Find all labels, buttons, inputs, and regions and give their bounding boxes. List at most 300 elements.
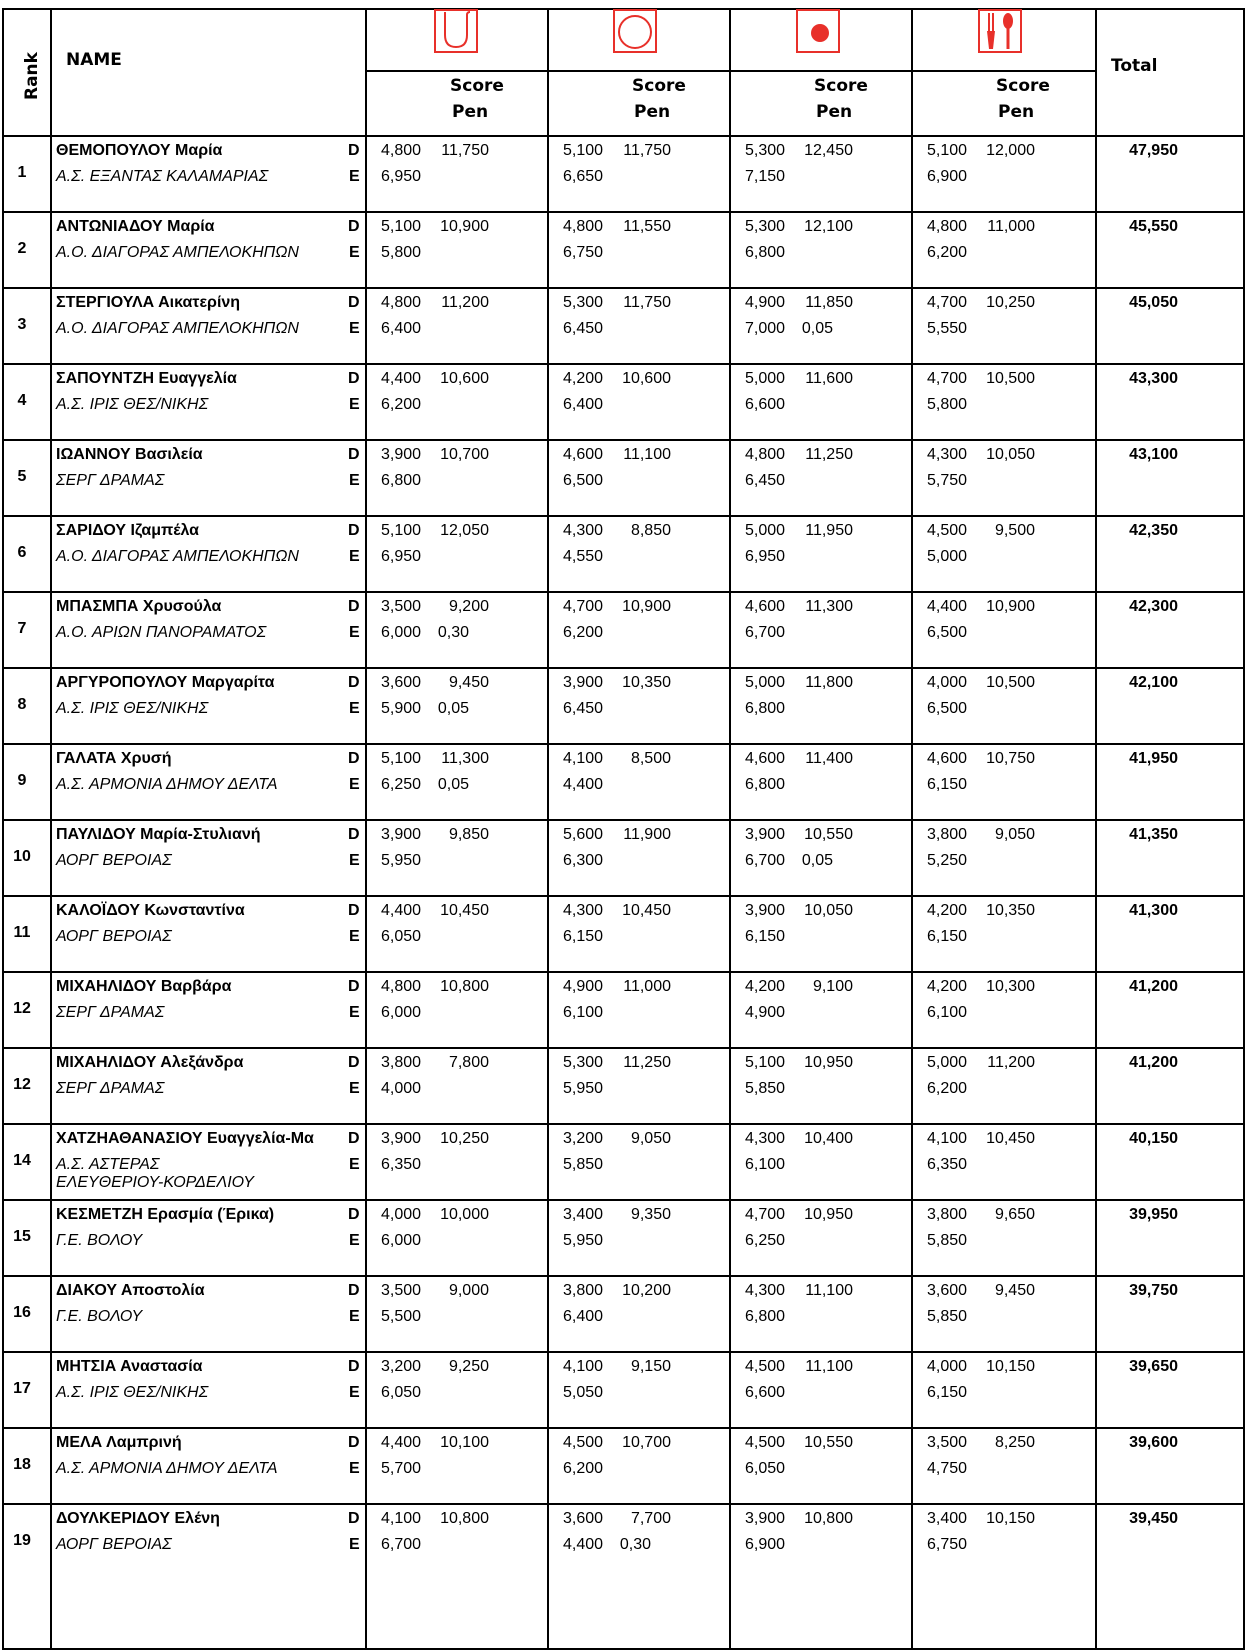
- final-score: 9,850: [448, 826, 489, 843]
- d-score: 4,300: [745, 1282, 786, 1299]
- e-score: 6,150: [745, 928, 786, 945]
- total-score: 41,350: [1129, 826, 1178, 843]
- e-score: 6,800: [745, 1308, 786, 1325]
- final-score: 10,800: [440, 978, 489, 995]
- final-score: 9,450: [448, 674, 489, 691]
- club-name: ΑΟΡΓ ΒΕΡΟΙΑΣ: [56, 852, 172, 869]
- d-score: 5,100: [381, 522, 422, 539]
- e-score: 6,700: [745, 624, 786, 641]
- final-score: 10,100: [440, 1434, 489, 1451]
- d-score: 4,600: [745, 750, 786, 767]
- e-score: 6,500: [927, 624, 968, 641]
- row-divider: [2, 591, 1245, 593]
- row-divider: [2, 287, 1245, 289]
- final-score: 11,250: [805, 446, 853, 463]
- e-score: 6,800: [745, 776, 786, 793]
- final-score: 10,450: [440, 902, 489, 919]
- e-score: 6,050: [381, 1384, 422, 1401]
- final-score: 9,500: [994, 522, 1035, 539]
- e-score: 5,950: [381, 852, 422, 869]
- e-score: 5,800: [927, 396, 968, 413]
- d-label: D: [348, 446, 360, 463]
- e-label: E: [349, 396, 360, 413]
- club-name: Α.Σ. ΙΡΙΣ ΘΕΣ/ΝΙΚΗΣ: [56, 1384, 209, 1401]
- athlete-name: ΠΑΥΛΙΔΟΥ Μαρία-Στυλιανή: [56, 826, 261, 843]
- final-score: 8,850: [630, 522, 671, 539]
- e-score: 6,200: [563, 1460, 604, 1477]
- e-score: 4,900: [745, 1004, 786, 1021]
- rank-cell: 11: [13, 924, 31, 941]
- club-name: ΣΕΡΓ ΔΡΑΜΑΣ: [56, 1080, 165, 1097]
- athlete-name: ΜΙΧΑΗΛΙΔΟΥ Αλεξάνδρα: [56, 1054, 244, 1071]
- d-score: 3,900: [381, 446, 422, 463]
- final-score: 10,800: [804, 1510, 853, 1527]
- penalty: 0,05: [801, 320, 833, 337]
- final-score: 10,200: [622, 1282, 671, 1299]
- final-score: 12,000: [986, 142, 1035, 159]
- rank-cell: 9: [17, 772, 27, 789]
- club-name: Α.Ο. ΔΙΑΓΟΡΑΣ ΑΜΠΕΛΟΚΗΠΩΝ: [56, 244, 299, 261]
- e-score: 6,350: [381, 1156, 422, 1173]
- d-label: D: [348, 522, 360, 539]
- athlete-name: ΓΑΛΑΤΑ Χρυσή: [56, 750, 172, 767]
- total-score: 42,350: [1129, 522, 1178, 539]
- d-label: D: [348, 294, 360, 311]
- e-score: 5,900: [381, 700, 422, 717]
- e-score: 6,000: [381, 1004, 422, 1021]
- rank-cell: 18: [13, 1456, 31, 1473]
- d-label: D: [348, 750, 360, 767]
- club-name: ΑΟΡΓ ΒΕΡΟΙΑΣ: [56, 1536, 172, 1553]
- final-score: 12,100: [804, 218, 853, 235]
- d-score: 5,300: [563, 1054, 604, 1071]
- d-label: D: [348, 1130, 360, 1147]
- final-score: 10,950: [804, 1206, 853, 1223]
- final-score: 10,350: [622, 674, 671, 691]
- d-label: D: [348, 218, 360, 235]
- e-score: 6,000: [381, 1232, 422, 1249]
- total-score: 43,300: [1129, 370, 1178, 387]
- club-name: ΣΕΡΓ ΔΡΑΜΑΣ: [56, 1004, 165, 1021]
- d-label: D: [348, 142, 360, 159]
- d-score: 4,800: [927, 218, 968, 235]
- e-score: 6,150: [927, 776, 968, 793]
- d-score: 4,700: [927, 294, 968, 311]
- d-label: D: [348, 1358, 360, 1375]
- e-score: 5,850: [563, 1156, 604, 1173]
- d-label: D: [348, 1054, 360, 1071]
- final-score: 10,700: [440, 446, 489, 463]
- d-score: 5,000: [927, 1054, 968, 1071]
- final-score: 9,000: [448, 1282, 489, 1299]
- col-line: [2, 8, 4, 1650]
- penalty: 0,30: [437, 624, 469, 641]
- final-score: 9,050: [630, 1130, 671, 1147]
- total-score: 40,150: [1129, 1130, 1178, 1147]
- d-label: D: [348, 370, 360, 387]
- final-score: 10,400: [804, 1130, 853, 1147]
- rank-cell: 17: [13, 1380, 31, 1397]
- final-score: 10,900: [622, 598, 671, 615]
- e-score: 6,600: [745, 396, 786, 413]
- d-score: 4,800: [745, 446, 786, 463]
- e-score: 6,800: [381, 472, 422, 489]
- final-score: 11,750: [441, 142, 489, 159]
- row-divider: [2, 743, 1245, 745]
- e-score: 5,950: [563, 1232, 604, 1249]
- d-score: 3,800: [927, 1206, 968, 1223]
- athlete-name: ΜΗΤΣΙΑ Αναστασία: [56, 1358, 203, 1375]
- e-label: E: [349, 168, 360, 185]
- d-label: D: [348, 1510, 360, 1527]
- row-divider: [2, 667, 1245, 669]
- d-score: 3,500: [381, 1282, 422, 1299]
- d-score: 4,600: [563, 446, 604, 463]
- e-score: 6,150: [927, 928, 968, 945]
- final-score: 11,200: [441, 294, 489, 311]
- e-score: 5,050: [563, 1384, 604, 1401]
- final-score: 11,000: [623, 978, 671, 995]
- e-score: 5,850: [927, 1232, 968, 1249]
- total-score: 41,950: [1129, 750, 1178, 767]
- athlete-name: ΑΡΓΥΡΟΠΟΥΛΟΥ Μαργαρίτα: [56, 674, 275, 691]
- e-score: 6,100: [745, 1156, 786, 1173]
- e-label: E: [349, 320, 360, 337]
- bottom-border: [2, 1648, 1245, 1650]
- col-line: [1095, 8, 1097, 1650]
- d-score: 3,900: [745, 826, 786, 843]
- e-score: 5,750: [927, 472, 968, 489]
- athlete-name: ΔΟΥΛΚΕΡΙΔΟΥ Ελένη: [56, 1510, 220, 1527]
- e-score: 6,450: [745, 472, 786, 489]
- club-name: Α.Ο. ΔΙΑΓΟΡΑΣ ΑΜΠΕΛΟΚΗΠΩΝ: [56, 320, 299, 337]
- e-score: 6,500: [927, 700, 968, 717]
- e-score: 6,200: [927, 244, 968, 261]
- rank-cell: 1: [17, 164, 27, 181]
- e-score: 6,700: [745, 852, 786, 869]
- d-score: 4,700: [927, 370, 968, 387]
- final-score: 10,900: [440, 218, 489, 235]
- athlete-name: ΑΝΤΩΝΙΑΔΟΥ Μαρία: [56, 218, 215, 235]
- rank-cell: 3: [17, 316, 27, 333]
- e-score: 5,500: [381, 1308, 422, 1325]
- d-score: 3,600: [927, 1282, 968, 1299]
- e-label: E: [349, 1080, 360, 1097]
- final-score: 10,600: [622, 370, 671, 387]
- e-score: 6,050: [381, 928, 422, 945]
- e-label: E: [349, 928, 360, 945]
- e-score: 6,050: [745, 1460, 786, 1477]
- d-score: 3,500: [927, 1434, 968, 1451]
- club-name: Γ.Ε. ΒΟΛΟΥ: [56, 1308, 143, 1325]
- athlete-name: ΚΕΣΜΕΤΖΗ Ερασμία (Έρικα): [56, 1206, 275, 1223]
- final-score: 11,550: [623, 218, 671, 235]
- e-score: 7,150: [745, 168, 786, 185]
- d-score: 4,000: [927, 674, 968, 691]
- final-score: 7,700: [630, 1510, 671, 1527]
- final-score: 10,150: [986, 1358, 1035, 1375]
- d-score: 5,100: [381, 218, 422, 235]
- col-line: [729, 8, 731, 1650]
- d-label: D: [348, 902, 360, 919]
- total-header: Total: [1111, 56, 1158, 76]
- rank-cell: 16: [13, 1304, 31, 1321]
- e-score: 6,150: [563, 928, 604, 945]
- athlete-name: ΔΙΑΚΟΥ Αποστολία: [56, 1282, 205, 1299]
- d-score: 5,100: [745, 1054, 786, 1071]
- d-score: 4,900: [563, 978, 604, 995]
- e-score: 6,500: [563, 472, 604, 489]
- e-score: 6,400: [563, 396, 604, 413]
- e-score: 4,750: [927, 1460, 968, 1477]
- e-score: 6,800: [745, 700, 786, 717]
- d-score: 5,100: [927, 142, 968, 159]
- row-divider: [2, 1047, 1245, 1049]
- d-score: 4,100: [381, 1510, 422, 1527]
- e-label: E: [349, 1308, 360, 1325]
- final-score: 9,450: [994, 1282, 1035, 1299]
- row-divider: [2, 515, 1245, 517]
- col-line: [547, 8, 549, 1650]
- total-score: 42,100: [1129, 674, 1178, 691]
- d-score: 3,400: [563, 1206, 604, 1223]
- rank-cell: 6: [17, 544, 27, 561]
- penalty: 0,30: [619, 1536, 651, 1553]
- athlete-name: ΘΕΜΟΠΟΥΛΟΥ Μαρία: [56, 142, 223, 159]
- d-score: 3,800: [927, 826, 968, 843]
- penalty: 0,05: [437, 700, 469, 717]
- total-score: 45,550: [1129, 218, 1178, 235]
- d-score: 4,200: [927, 978, 968, 995]
- pen-label: Pen: [634, 102, 671, 122]
- d-score: 5,300: [745, 218, 786, 235]
- d-score: 4,200: [563, 370, 604, 387]
- row-divider: [2, 895, 1245, 897]
- final-score: 10,550: [804, 826, 853, 843]
- d-score: 3,900: [745, 1510, 786, 1527]
- row-divider: [2, 1427, 1245, 1429]
- final-score: 9,100: [812, 978, 853, 995]
- total-score: 47,950: [1129, 142, 1178, 159]
- d-score: 4,900: [745, 294, 786, 311]
- final-score: 10,700: [622, 1434, 671, 1451]
- d-score: 4,400: [927, 598, 968, 615]
- d-score: 4,400: [381, 902, 422, 919]
- rank-cell: 15: [13, 1228, 31, 1245]
- row-divider: [2, 1199, 1245, 1201]
- pen-label: Pen: [998, 102, 1035, 122]
- final-score: 11,300: [441, 750, 489, 767]
- rank-cell: 10: [13, 848, 31, 865]
- e-label: E: [349, 1156, 360, 1173]
- e-score: 6,800: [745, 244, 786, 261]
- final-score: 12,450: [804, 142, 853, 159]
- total-score: 39,650: [1129, 1358, 1178, 1375]
- col-line: [911, 8, 913, 1650]
- club-name: Α.Σ. ΕΞΑΝΤΑΣ ΚΑΛΑΜΑΡΙΑΣ: [56, 168, 269, 185]
- total-score: 41,300: [1129, 902, 1178, 919]
- e-score: 6,350: [927, 1156, 968, 1173]
- d-score: 3,900: [745, 902, 786, 919]
- total-score: 39,600: [1129, 1434, 1178, 1451]
- club-name: Γ.Ε. ΒΟΛΟΥ: [56, 1232, 143, 1249]
- d-score: 3,800: [563, 1282, 604, 1299]
- final-score: 11,600: [805, 370, 853, 387]
- d-score: 3,900: [381, 1130, 422, 1147]
- e-score: 5,550: [927, 320, 968, 337]
- e-score: 5,950: [563, 1080, 604, 1097]
- athlete-name: ΣΑΠΟΥΝΤΖΗ Ευαγγελία: [56, 370, 237, 387]
- e-label: E: [349, 1384, 360, 1401]
- d-label: D: [348, 598, 360, 615]
- rank-header: Rank: [22, 52, 42, 100]
- e-score: 4,400: [563, 776, 604, 793]
- d-score: 3,400: [927, 1510, 968, 1527]
- d-score: 5,100: [563, 142, 604, 159]
- final-score: 11,950: [805, 522, 853, 539]
- d-score: 5,100: [381, 750, 422, 767]
- d-score: 4,800: [381, 294, 422, 311]
- e-score: 6,200: [381, 396, 422, 413]
- club-name: Α.Σ. ΙΡΙΣ ΘΕΣ/ΝΙΚΗΣ: [56, 396, 209, 413]
- d-score: 4,500: [563, 1434, 604, 1451]
- name-header: NAME: [66, 50, 122, 70]
- e-score: 4,400: [563, 1536, 604, 1553]
- athlete-name: ΧΑΤΖΗΑΘΑΝΑΣΙΟΥ Ευαγγελία-Μα: [56, 1130, 314, 1147]
- row-divider: [2, 819, 1245, 821]
- penalty: 0,05: [437, 776, 469, 793]
- pen-label: Pen: [816, 102, 853, 122]
- club-name: Α.Ο. ΔΙΑΓΟΡΑΣ ΑΜΠΕΛΟΚΗΠΩΝ: [56, 548, 299, 565]
- e-score: 6,100: [927, 1004, 968, 1021]
- final-score: 10,900: [986, 598, 1035, 615]
- e-score: 7,000: [745, 320, 786, 337]
- final-score: 11,900: [623, 826, 671, 843]
- d-score: 4,500: [745, 1358, 786, 1375]
- d-score: 4,300: [927, 446, 968, 463]
- athlete-name: ΚΑΛΟΪΔΟΥ Κωνσταντίνα: [56, 902, 245, 919]
- d-score: 5,300: [745, 142, 786, 159]
- final-score: 9,200: [448, 598, 489, 615]
- d-score: 4,400: [381, 1434, 422, 1451]
- final-score: 10,600: [440, 370, 489, 387]
- athlete-name: ΣΤΕΡΓΙΟΥΛΑ Αικατερίνη: [56, 294, 241, 311]
- d-label: D: [348, 1434, 360, 1451]
- rank-cell: 5: [17, 468, 27, 485]
- total-score: 39,750: [1129, 1282, 1178, 1299]
- e-label: E: [349, 700, 360, 717]
- final-score: 10,050: [804, 902, 853, 919]
- e-score: 5,850: [927, 1308, 968, 1325]
- d-score: 5,600: [563, 826, 604, 843]
- final-score: 9,250: [448, 1358, 489, 1375]
- d-score: 3,900: [381, 826, 422, 843]
- d-label: D: [348, 1282, 360, 1299]
- e-score: 5,250: [927, 852, 968, 869]
- e-score: 6,250: [745, 1232, 786, 1249]
- club-name: ΣΕΡΓ ΔΡΑΜΑΣ: [56, 472, 165, 489]
- club-name: ΑΟΡΓ ΒΕΡΟΙΑΣ: [56, 928, 172, 945]
- e-score: 6,450: [563, 320, 604, 337]
- row-divider: [2, 211, 1245, 213]
- final-score: 10,450: [986, 1130, 1035, 1147]
- final-score: 11,100: [805, 1282, 853, 1299]
- header-bottom-border: [2, 135, 1245, 137]
- final-score: 10,250: [986, 294, 1035, 311]
- d-score: 5,000: [745, 370, 786, 387]
- e-label: E: [349, 624, 360, 641]
- vault-icon: [434, 9, 478, 53]
- score-label: Score: [814, 76, 868, 96]
- d-score: 4,600: [745, 598, 786, 615]
- total-score: 41,200: [1129, 978, 1178, 995]
- e-score: 6,750: [927, 1536, 968, 1553]
- e-score: 6,600: [745, 1384, 786, 1401]
- e-score: 6,100: [563, 1004, 604, 1021]
- e-score: 6,200: [563, 624, 604, 641]
- d-score: 3,200: [381, 1358, 422, 1375]
- final-score: 11,750: [623, 294, 671, 311]
- e-score: 6,750: [563, 244, 604, 261]
- e-score: 6,250: [381, 776, 422, 793]
- row-divider: [2, 971, 1245, 973]
- row-divider: [2, 439, 1245, 441]
- final-score: 10,800: [440, 1510, 489, 1527]
- e-label: E: [349, 548, 360, 565]
- final-score: 11,250: [623, 1054, 671, 1071]
- d-score: 4,000: [381, 1206, 422, 1223]
- score-label: Score: [996, 76, 1050, 96]
- d-label: D: [348, 826, 360, 843]
- row-divider: [2, 1123, 1245, 1125]
- penalty: 0,05: [801, 852, 833, 869]
- e-label: E: [349, 1004, 360, 1021]
- final-score: 11,200: [987, 1054, 1035, 1071]
- d-score: 3,900: [563, 674, 604, 691]
- e-score: 5,800: [381, 244, 422, 261]
- athlete-name: ΜΠΑΣΜΠΑ Χρυσούλα: [56, 598, 222, 615]
- rank-cell: 12: [13, 1076, 31, 1093]
- club-name-cont: ΕΛΕΥΘΕΡΙΟΥ-ΚΟΡΔΕΛΙΟΥ: [56, 1174, 254, 1191]
- d-score: 4,800: [381, 142, 422, 159]
- d-label: D: [348, 978, 360, 995]
- d-score: 4,800: [381, 978, 422, 995]
- d-score: 4,200: [927, 902, 968, 919]
- final-score: 11,100: [805, 1358, 853, 1375]
- final-score: 10,450: [622, 902, 671, 919]
- d-score: 4,400: [381, 370, 422, 387]
- e-label: E: [349, 1536, 360, 1553]
- score-label: Score: [450, 76, 504, 96]
- d-score: 4,800: [563, 218, 604, 235]
- club-name: Α.Σ. ΑΡΜΟΝΙΑ ΔΗΜΟΥ ΔΕΛΤΑ: [56, 1460, 278, 1477]
- final-score: 12,050: [440, 522, 489, 539]
- d-score: 4,600: [927, 750, 968, 767]
- final-score: 11,400: [805, 750, 853, 767]
- athlete-name: ΣΑΡΙΔΟΥ Ιζαμπέλα: [56, 522, 200, 539]
- final-score: 9,150: [630, 1358, 671, 1375]
- final-score: 10,500: [986, 674, 1035, 691]
- e-score: 6,400: [381, 320, 422, 337]
- rank-cell: 19: [13, 1532, 31, 1549]
- d-score: 3,500: [381, 598, 422, 615]
- final-score: 10,300: [986, 978, 1035, 995]
- d-score: 4,500: [745, 1434, 786, 1451]
- d-score: 4,300: [563, 522, 604, 539]
- row-divider: [2, 1275, 1245, 1277]
- d-score: 4,500: [927, 522, 968, 539]
- club-name: Α.Ο. ΑΡΙΩΝ ΠΑΝΟΡΑΜΑΤΟΣ: [56, 624, 267, 641]
